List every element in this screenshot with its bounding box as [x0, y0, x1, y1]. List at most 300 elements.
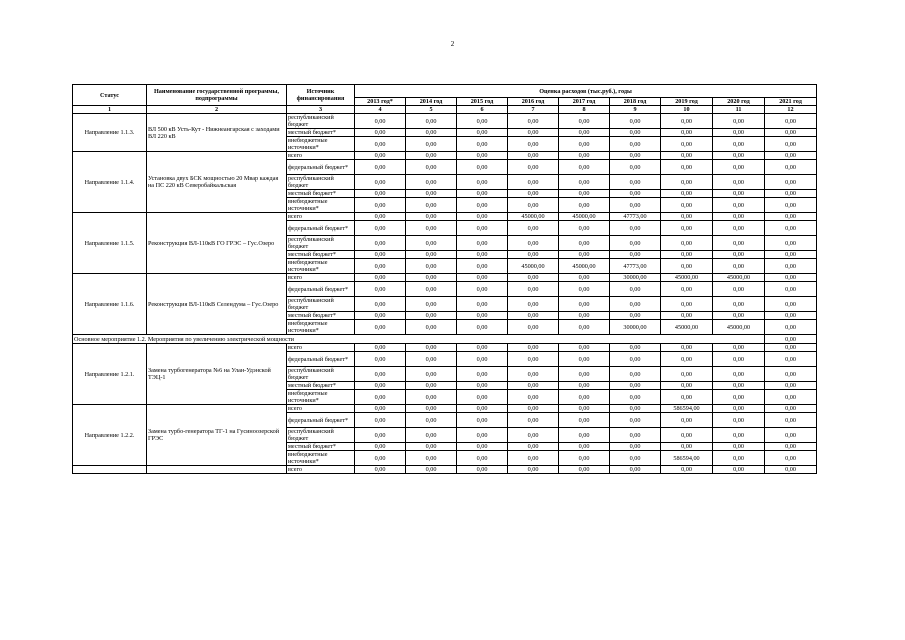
- amount-cell: 0,00: [661, 213, 713, 221]
- funding-source: республиканский бюджет: [287, 428, 355, 443]
- column-index-row: [73, 106, 817, 114]
- amount-cell: 47773,00: [610, 259, 661, 274]
- amount-cell: 0,00: [457, 114, 508, 129]
- amount-cell: 0,00: [355, 175, 406, 190]
- amount-cell: 0,00: [713, 259, 765, 274]
- amount-cell: 0,00: [765, 221, 817, 236]
- amount-cell: 0,00: [508, 428, 559, 443]
- amount-cell: 0,00: [559, 297, 610, 312]
- amount-cell: 0,00: [457, 312, 508, 320]
- amount-cell: 0,00: [661, 413, 713, 428]
- amount-cell: 0,00: [457, 297, 508, 312]
- amount-cell: 0,00: [765, 190, 817, 198]
- amount-cell: 0,00: [457, 320, 508, 335]
- table-row: [73, 344, 817, 352]
- amount-cell: 0,00: [508, 221, 559, 236]
- amount-cell: 0,00: [406, 405, 457, 413]
- column-index: 1: [73, 106, 147, 114]
- amount-cell: 0,00: [765, 175, 817, 190]
- direction-name: Замена турбогенератора №6 на Улан-Удэнской ТЭЦ-1: [147, 344, 287, 405]
- amount-cell: 0,00: [508, 114, 559, 129]
- amount-cell: 0,00: [406, 114, 457, 129]
- amount-cell: 0,00: [559, 282, 610, 297]
- amount-cell: 0,00: [508, 175, 559, 190]
- amount-cell: 0,00: [406, 236, 457, 251]
- amount-cell: 0,00: [508, 129, 559, 137]
- amount-cell: 0,00: [559, 451, 610, 466]
- amount-cell: 0,00: [406, 137, 457, 152]
- amount-cell: 0,00: [559, 160, 610, 175]
- amount-cell: 0,00: [355, 451, 406, 466]
- funding-source: местный бюджет*: [287, 443, 355, 451]
- amount-cell: 0,00: [355, 466, 406, 474]
- amount-cell: 0,00: [406, 390, 457, 405]
- amount-cell: 0,00: [457, 274, 508, 282]
- amount-cell: 0,00: [508, 390, 559, 405]
- amount-cell: 0,00: [508, 405, 559, 413]
- amount-cell: 0,00: [457, 221, 508, 236]
- amount-cell: 0,00: [457, 152, 508, 160]
- amount-cell: 0,00: [713, 451, 765, 466]
- direction-name: [147, 466, 287, 474]
- section-title: Основное мероприятие 1.2. Мероприятия по увеличению электрической мощности: [73, 335, 765, 344]
- amount-cell: 0,00: [765, 274, 817, 282]
- amount-cell: 0,00: [610, 190, 661, 198]
- amount-cell: 0,00: [355, 259, 406, 274]
- amount-cell: 0,00: [355, 344, 406, 352]
- amount-cell: 0,00: [713, 297, 765, 312]
- amount-cell: 0,00: [457, 405, 508, 413]
- amount-cell: 0,00: [508, 312, 559, 320]
- header-year: 2016 год: [508, 98, 559, 106]
- funding-source: федеральный бюджет*: [287, 352, 355, 367]
- amount-cell: 0,00: [610, 137, 661, 152]
- amount-cell: 0,00: [457, 137, 508, 152]
- amount-cell: 0,00: [355, 413, 406, 428]
- header-program: Наименование государственной программы, подпрограммы: [147, 85, 287, 106]
- funding-source: внебюджетные источники*: [287, 390, 355, 405]
- table-row: [73, 213, 817, 221]
- amount-cell: 0,00: [661, 297, 713, 312]
- amount-cell: 0,00: [508, 466, 559, 474]
- amount-cell: 0,00: [406, 175, 457, 190]
- amount-cell: 0,00: [457, 198, 508, 213]
- amount-cell: 0,00: [457, 190, 508, 198]
- header-year: 2015 год: [457, 98, 508, 106]
- page-number: 2: [450, 40, 455, 48]
- amount-cell: 0,00: [355, 405, 406, 413]
- amount-cell: 0,00: [713, 198, 765, 213]
- amount-cell: 0,00: [559, 352, 610, 367]
- funding-source: внебюджетные источники*: [287, 451, 355, 466]
- funding-source: республиканский бюджет: [287, 367, 355, 382]
- funding-source: внебюджетные источники*: [287, 320, 355, 335]
- amount-cell: 0,00: [765, 236, 817, 251]
- amount-cell: 0,00: [713, 221, 765, 236]
- funding-source: местный бюджет*: [287, 251, 355, 259]
- amount-cell: 0,00: [559, 312, 610, 320]
- amount-cell: 0,00: [508, 320, 559, 335]
- amount-cell: 0,00: [559, 190, 610, 198]
- amount-cell: 0,00: [713, 352, 765, 367]
- amount-cell: 0,00: [355, 137, 406, 152]
- direction-status: Направление 1.2.1.: [73, 344, 147, 405]
- amount-cell: 0,00: [713, 405, 765, 413]
- amount-cell: 0,00: [765, 282, 817, 297]
- amount-cell: 0,00: [713, 443, 765, 451]
- table-row: [73, 405, 817, 413]
- funding-source: федеральный бюджет*: [287, 160, 355, 175]
- amount-cell: 0,00: [765, 451, 817, 466]
- funding-source: республиканский бюджет: [287, 114, 355, 129]
- amount-cell: 0,00: [406, 259, 457, 274]
- amount-cell: 0,00: [559, 413, 610, 428]
- amount-cell: 0,00: [406, 320, 457, 335]
- direction-status: Направление 1.1.4.: [73, 152, 147, 213]
- amount-cell: 0,00: [355, 312, 406, 320]
- amount-cell: 0,00: [355, 221, 406, 236]
- amount-cell: 0,00: [765, 367, 817, 382]
- funding-source: республиканский бюджет: [287, 175, 355, 190]
- amount-cell: 0,00: [406, 443, 457, 451]
- amount-cell: 0,00: [559, 175, 610, 190]
- column-index: 6: [457, 106, 508, 114]
- column-index: 3: [287, 106, 355, 114]
- column-index: 8: [559, 106, 610, 114]
- amount-cell: 30000,00: [610, 274, 661, 282]
- funding-source: местный бюджет*: [287, 129, 355, 137]
- amount-cell: 0,00: [765, 251, 817, 259]
- amount-cell: 0,00: [406, 367, 457, 382]
- amount-cell: 0,00: [559, 198, 610, 213]
- amount-cell: 0,00: [713, 428, 765, 443]
- funding-source: внебюджетные источники*: [287, 259, 355, 274]
- amount-cell: 0,00: [559, 367, 610, 382]
- amount-cell: 0,00: [457, 175, 508, 190]
- amount-cell: 0,00: [713, 213, 765, 221]
- amount-cell: 0,00: [508, 198, 559, 213]
- table-header: [73, 85, 817, 114]
- header-year: 2021 год: [765, 98, 817, 106]
- section-value: 0,00: [765, 335, 817, 344]
- amount-cell: 0,00: [559, 405, 610, 413]
- amount-cell: 0,00: [406, 297, 457, 312]
- amount-cell: 0,00: [661, 236, 713, 251]
- amount-cell: 0,00: [559, 390, 610, 405]
- amount-cell: 0,00: [457, 390, 508, 405]
- amount-cell: 0,00: [559, 114, 610, 129]
- amount-cell: 0,00: [661, 344, 713, 352]
- direction-status: Направление 1.1.3.: [73, 114, 147, 152]
- amount-cell: 0,00: [355, 213, 406, 221]
- funding-source: местный бюджет*: [287, 312, 355, 320]
- amount-cell: 0,00: [457, 352, 508, 367]
- amount-cell: 0,00: [765, 428, 817, 443]
- amount-cell: 0,00: [713, 137, 765, 152]
- amount-cell: 0,00: [406, 428, 457, 443]
- header-status: Статус: [73, 85, 147, 106]
- amount-cell: 0,00: [713, 114, 765, 129]
- amount-cell: 0,00: [713, 282, 765, 297]
- amount-cell: 0,00: [406, 160, 457, 175]
- amount-cell: 0,00: [559, 344, 610, 352]
- section-row: [73, 335, 817, 344]
- amount-cell: 0,00: [559, 251, 610, 259]
- amount-cell: 0,00: [713, 367, 765, 382]
- column-index: 2: [147, 106, 287, 114]
- amount-cell: 0,00: [610, 236, 661, 251]
- funding-source: всего: [287, 466, 355, 474]
- amount-cell: 0,00: [610, 413, 661, 428]
- amount-cell: 0,00: [661, 367, 713, 382]
- amount-cell: 0,00: [457, 259, 508, 274]
- amount-cell: 45000,00: [661, 320, 713, 335]
- amount-cell: 0,00: [661, 160, 713, 175]
- amount-cell: 0,00: [661, 466, 713, 474]
- funding-source: федеральный бюджет*: [287, 221, 355, 236]
- amount-cell: 0,00: [355, 198, 406, 213]
- amount-cell: 0,00: [765, 213, 817, 221]
- direction-name: Замена турбо-генератора ТГ-1 на Гусиноозерской ГРЭС: [147, 405, 287, 466]
- amount-cell: 0,00: [713, 413, 765, 428]
- amount-cell: 0,00: [713, 344, 765, 352]
- amount-cell: 0,00: [610, 282, 661, 297]
- amount-cell: 0,00: [457, 213, 508, 221]
- column-index: 4: [355, 106, 406, 114]
- amount-cell: 0,00: [457, 367, 508, 382]
- amount-cell: 0,00: [355, 428, 406, 443]
- amount-cell: 45000,00: [508, 213, 559, 221]
- amount-cell: 45000,00: [713, 274, 765, 282]
- funding-source: всего: [287, 213, 355, 221]
- table-body: [73, 114, 817, 474]
- amount-cell: 45000,00: [661, 274, 713, 282]
- amount-cell: 0,00: [457, 428, 508, 443]
- direction-status: Направление 1.1.6.: [73, 274, 147, 335]
- amount-cell: 0,00: [610, 221, 661, 236]
- funding-source: местный бюджет*: [287, 382, 355, 390]
- amount-cell: 0,00: [661, 190, 713, 198]
- column-index: 12: [765, 106, 817, 114]
- table-row: [73, 152, 817, 160]
- amount-cell: 0,00: [765, 152, 817, 160]
- amount-cell: 0,00: [355, 297, 406, 312]
- funding-source: внебюджетные источники*: [287, 137, 355, 152]
- amount-cell: 0,00: [406, 466, 457, 474]
- direction-name: Установка двух БСК мощностью 20 Мвар каждая на ПС 220 кВ Северобайкальская: [147, 152, 287, 213]
- amount-cell: 0,00: [610, 251, 661, 259]
- amount-cell: 0,00: [457, 466, 508, 474]
- amount-cell: 0,00: [508, 152, 559, 160]
- amount-cell: 0,00: [610, 297, 661, 312]
- amount-cell: 0,00: [508, 352, 559, 367]
- amount-cell: 0,00: [765, 312, 817, 320]
- amount-cell: 0,00: [661, 259, 713, 274]
- amount-cell: 0,00: [355, 352, 406, 367]
- amount-cell: 0,00: [765, 352, 817, 367]
- amount-cell: 0,00: [355, 251, 406, 259]
- direction-status: [73, 466, 147, 474]
- amount-cell: 0,00: [457, 451, 508, 466]
- amount-cell: 0,00: [713, 160, 765, 175]
- amount-cell: 0,00: [661, 390, 713, 405]
- amount-cell: 0,00: [508, 443, 559, 451]
- amount-cell: 0,00: [508, 137, 559, 152]
- amount-cell: 0,00: [355, 152, 406, 160]
- amount-cell: 0,00: [765, 382, 817, 390]
- amount-cell: 0,00: [661, 175, 713, 190]
- header-estimate: Оценка расходов (тыс.руб.), годы: [355, 85, 817, 98]
- amount-cell: 0,00: [713, 312, 765, 320]
- amount-cell: 0,00: [508, 413, 559, 428]
- amount-cell: 0,00: [610, 428, 661, 443]
- amount-cell: 0,00: [457, 129, 508, 137]
- column-index: 10: [661, 106, 713, 114]
- amount-cell: 0,00: [457, 443, 508, 451]
- amount-cell: 0,00: [559, 443, 610, 451]
- amount-cell: 0,00: [765, 129, 817, 137]
- direction-name: Реконструкция ВЛ-110кВ ГО ГРЭС – Гус.Озеро: [147, 213, 287, 274]
- amount-cell: 0,00: [765, 390, 817, 405]
- amount-cell: 0,00: [661, 137, 713, 152]
- amount-cell: 0,00: [559, 129, 610, 137]
- amount-cell: 0,00: [765, 137, 817, 152]
- header-year: 2017 год: [559, 98, 610, 106]
- amount-cell: 0,00: [457, 160, 508, 175]
- amount-cell: 0,00: [457, 236, 508, 251]
- amount-cell: 0,00: [559, 152, 610, 160]
- amount-cell: 0,00: [661, 152, 713, 160]
- amount-cell: 0,00: [661, 129, 713, 137]
- amount-cell: 0,00: [765, 443, 817, 451]
- amount-cell: 45000,00: [559, 259, 610, 274]
- direction-status: Направление 1.1.5.: [73, 213, 147, 274]
- amount-cell: 0,00: [559, 466, 610, 474]
- amount-cell: 0,00: [559, 236, 610, 251]
- amount-cell: 0,00: [508, 274, 559, 282]
- amount-cell: 0,00: [765, 160, 817, 175]
- amount-cell: 45000,00: [713, 320, 765, 335]
- header-source: Источник финансирования: [287, 85, 355, 106]
- amount-cell: 0,00: [661, 251, 713, 259]
- amount-cell: 0,00: [406, 198, 457, 213]
- direction-name: ВЛ 500 кВ Усть-Кут - Нижнеангарская с заходами ВЛ 220 кВ: [147, 114, 287, 152]
- amount-cell: 0,00: [457, 251, 508, 259]
- header-year: 2020 год: [713, 98, 765, 106]
- header-year: 2019 год: [661, 98, 713, 106]
- amount-cell: 0,00: [765, 320, 817, 335]
- funding-source: республиканский бюджет: [287, 297, 355, 312]
- amount-cell: 0,00: [508, 236, 559, 251]
- amount-cell: 0,00: [713, 390, 765, 405]
- amount-cell: 0,00: [713, 251, 765, 259]
- direction-status: Направление 1.2.2.: [73, 405, 147, 466]
- amount-cell: 0,00: [406, 282, 457, 297]
- amount-cell: 0,00: [713, 129, 765, 137]
- amount-cell: 30000,00: [610, 320, 661, 335]
- funding-source: местный бюджет*: [287, 190, 355, 198]
- amount-cell: 0,00: [559, 428, 610, 443]
- amount-cell: 0,00: [610, 466, 661, 474]
- column-index: 11: [713, 106, 765, 114]
- amount-cell: 0,00: [713, 175, 765, 190]
- amount-cell: 0,00: [610, 114, 661, 129]
- table-row: [73, 114, 817, 129]
- amount-cell: 0,00: [559, 274, 610, 282]
- amount-cell: 0,00: [406, 451, 457, 466]
- amount-cell: 0,00: [406, 274, 457, 282]
- amount-cell: 0,00: [406, 190, 457, 198]
- amount-cell: 0,00: [559, 221, 610, 236]
- header-year: 2014 год: [406, 98, 457, 106]
- amount-cell: 0,00: [713, 152, 765, 160]
- amount-cell: 0,00: [406, 251, 457, 259]
- amount-cell: 0,00: [508, 367, 559, 382]
- funding-source: федеральный бюджет*: [287, 413, 355, 428]
- amount-cell: 0,00: [355, 320, 406, 335]
- amount-cell: 0,00: [355, 114, 406, 129]
- amount-cell: 0,00: [508, 160, 559, 175]
- amount-cell: 0,00: [610, 405, 661, 413]
- funding-source: всего: [287, 152, 355, 160]
- amount-cell: 586594,00: [661, 405, 713, 413]
- amount-cell: 0,00: [765, 259, 817, 274]
- funding-source: республиканский бюджет: [287, 236, 355, 251]
- amount-cell: 0,00: [457, 382, 508, 390]
- amount-cell: 0,00: [355, 282, 406, 297]
- amount-cell: 0,00: [559, 320, 610, 335]
- amount-cell: 45000,00: [508, 259, 559, 274]
- amount-cell: 0,00: [355, 236, 406, 251]
- amount-cell: 0,00: [406, 413, 457, 428]
- amount-cell: 0,00: [508, 451, 559, 466]
- amount-cell: 0,00: [610, 451, 661, 466]
- amount-cell: 47773,00: [610, 213, 661, 221]
- amount-cell: 0,00: [661, 221, 713, 236]
- amount-cell: 0,00: [508, 382, 559, 390]
- amount-cell: 0,00: [713, 190, 765, 198]
- column-index: 9: [610, 106, 661, 114]
- amount-cell: 0,00: [610, 312, 661, 320]
- amount-cell: 0,00: [610, 382, 661, 390]
- amount-cell: 0,00: [610, 129, 661, 137]
- budget-table: [72, 84, 817, 474]
- amount-cell: 0,00: [765, 466, 817, 474]
- amount-cell: 0,00: [355, 390, 406, 405]
- amount-cell: 0,00: [406, 352, 457, 367]
- amount-cell: 0,00: [610, 443, 661, 451]
- amount-cell: 0,00: [610, 367, 661, 382]
- funding-source: всего: [287, 344, 355, 352]
- amount-cell: 0,00: [406, 213, 457, 221]
- amount-cell: 0,00: [508, 297, 559, 312]
- amount-cell: 0,00: [406, 312, 457, 320]
- amount-cell: 0,00: [610, 390, 661, 405]
- amount-cell: 0,00: [610, 152, 661, 160]
- amount-cell: 0,00: [661, 443, 713, 451]
- amount-cell: 0,00: [406, 221, 457, 236]
- amount-cell: 0,00: [765, 413, 817, 428]
- amount-cell: 0,00: [765, 344, 817, 352]
- amount-cell: 0,00: [661, 428, 713, 443]
- amount-cell: 0,00: [610, 160, 661, 175]
- amount-cell: 0,00: [661, 382, 713, 390]
- funding-source: всего: [287, 405, 355, 413]
- amount-cell: 0,00: [610, 175, 661, 190]
- amount-cell: 0,00: [765, 405, 817, 413]
- amount-cell: 0,00: [406, 344, 457, 352]
- amount-cell: 0,00: [661, 198, 713, 213]
